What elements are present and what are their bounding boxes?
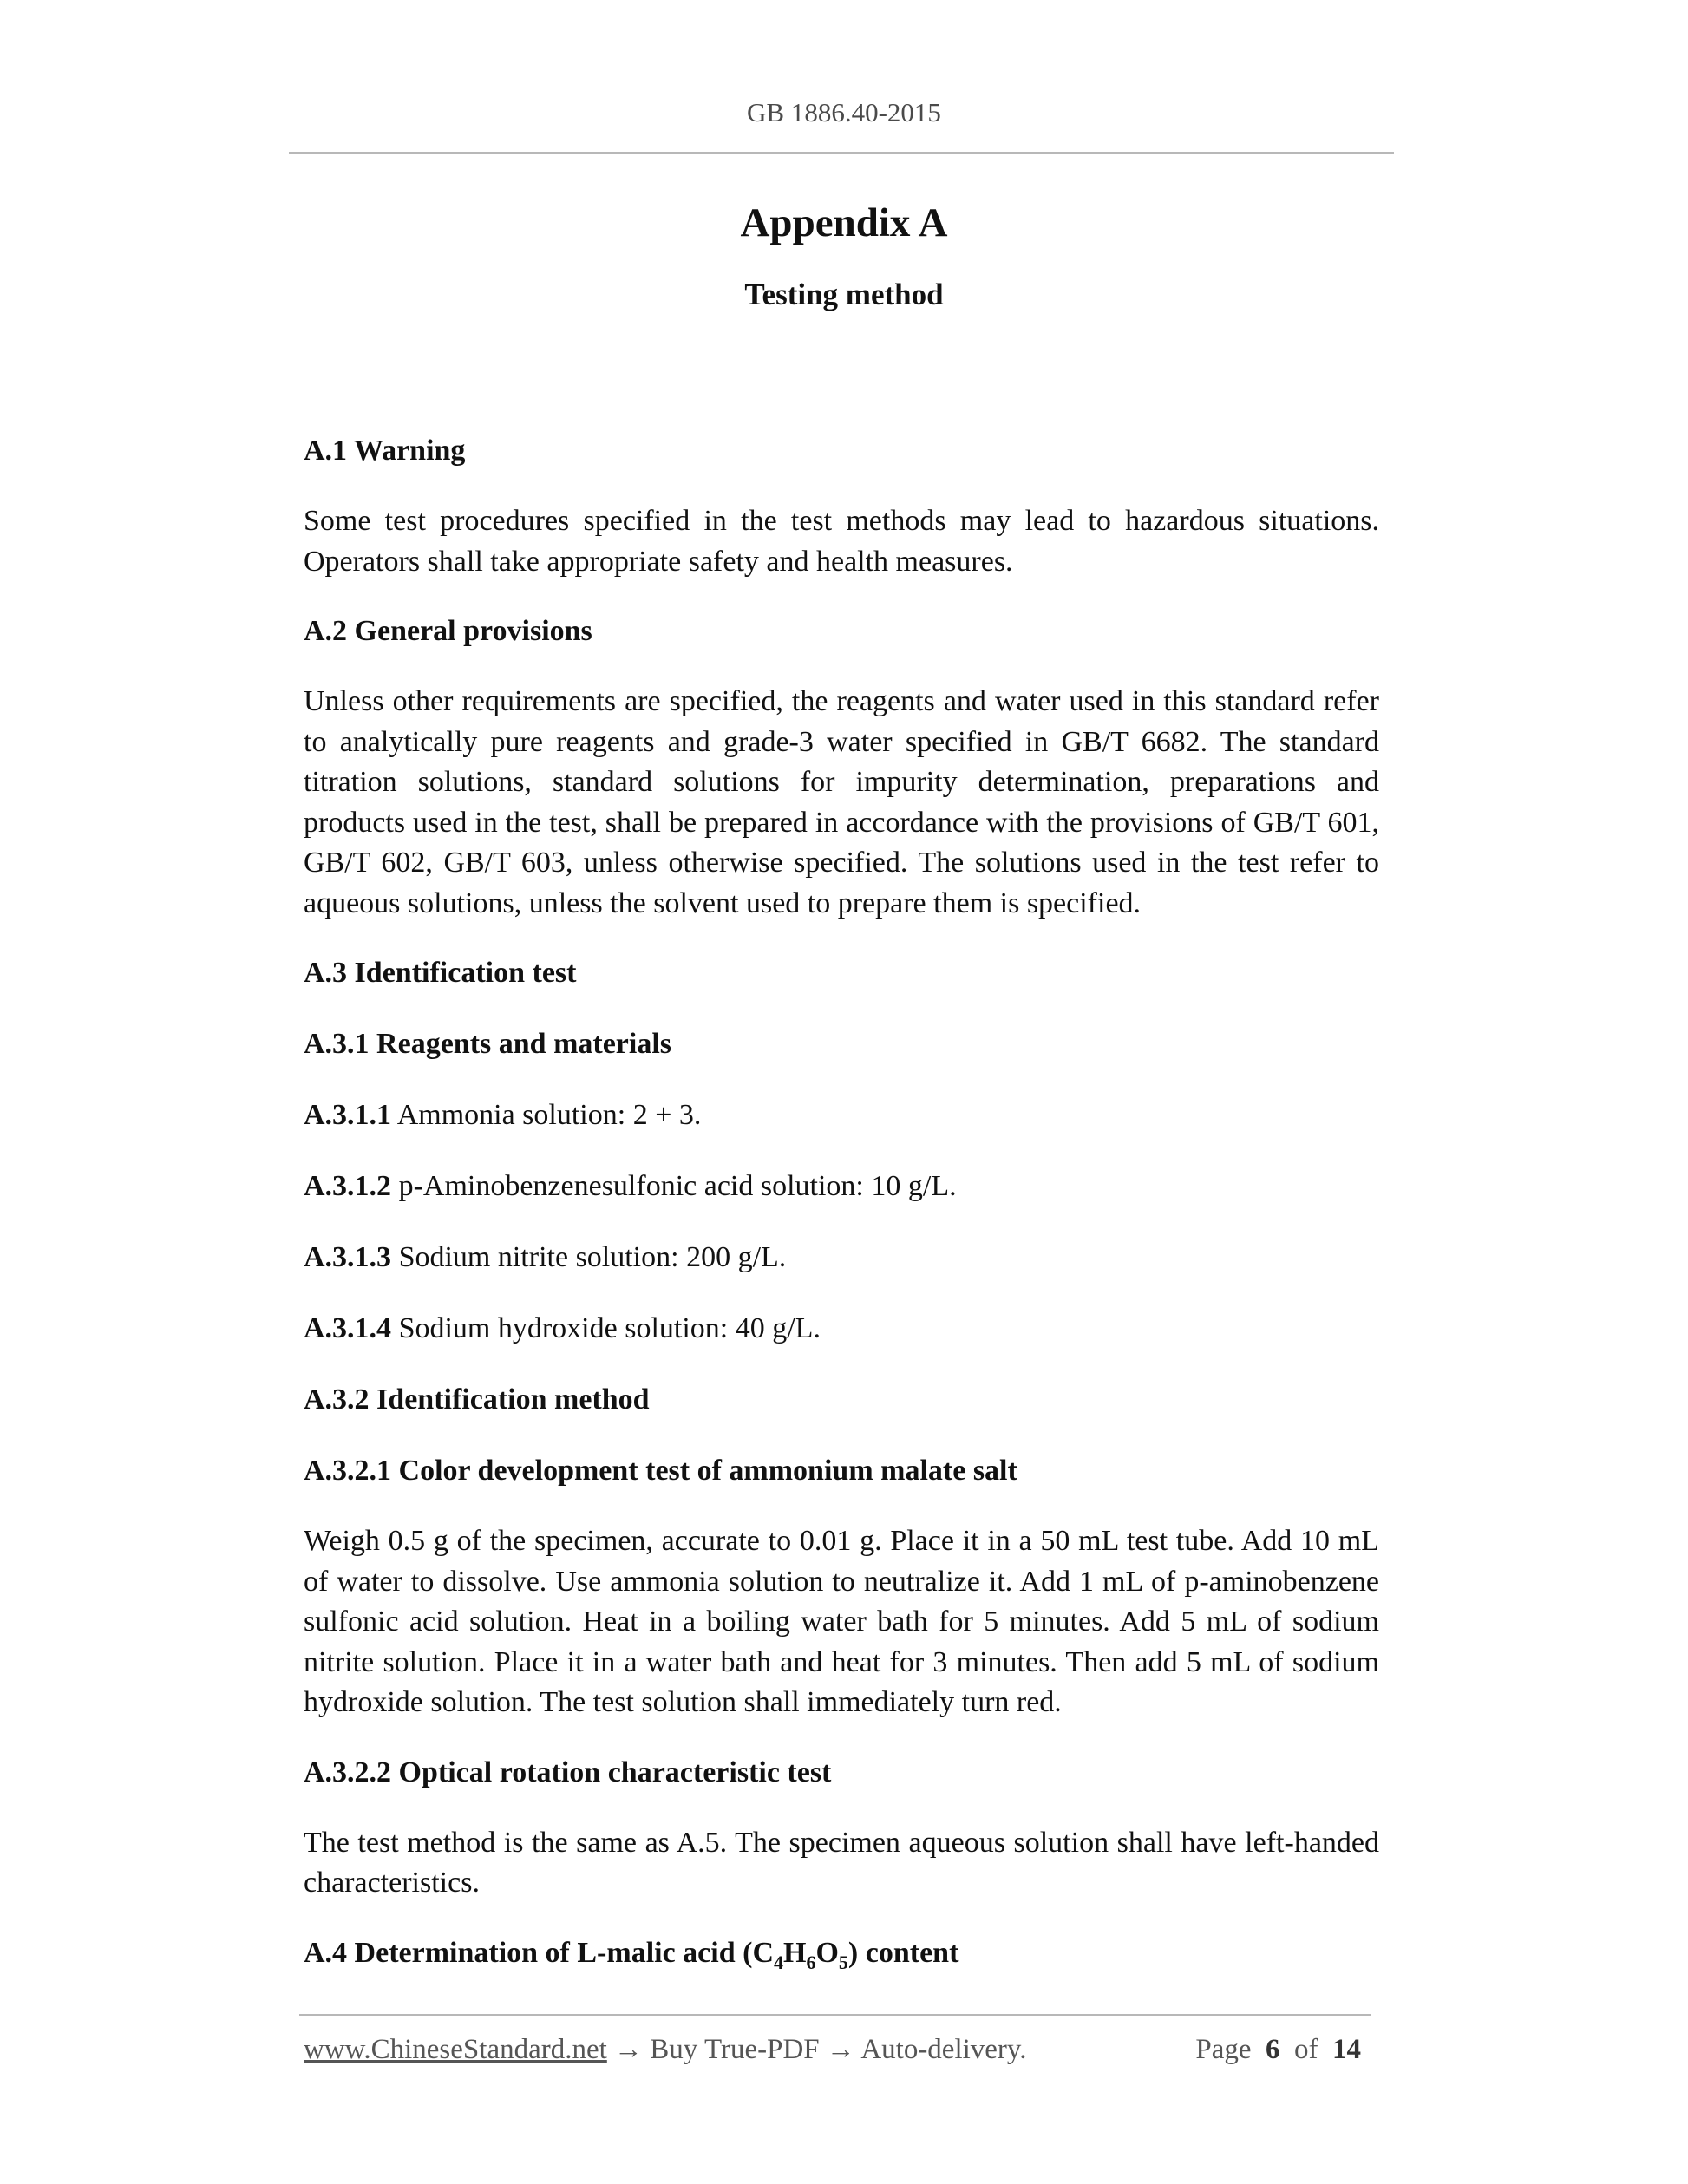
arrow-right-icon: → [614,2034,644,2065]
page-footer [304,2034,1371,2066]
section-text-a321: Weigh 0.5 g of the specimen, accurate to 0.01 g. Place it in a 50 mL test tube. Add 10 mL of water to dissolve. Use ammonia solution to neutralize it. Add 1 mL of p-aminobenzene sulfonic acid solution. Heat in a boiling water bath for 5 minutes. Add 5 mL of sodium nitrite solution. Place it in a water bath and heat for 3 minutes. Then add 5 mL of sodium hydroxide solution. The test solution shall immediately turn red. [304,1525,1379,1718]
section-heading-a1: A.1 Warning [304,435,466,467]
page-total: 14 [1332,2034,1361,2065]
section-heading-a321: A.3.2.1 Color development test of ammonium malate salt [304,1455,1017,1487]
formula-subscript: 5 [838,1951,848,1973]
of-label: of [1294,2034,1318,2065]
reagent-number: A.3.1.1 [304,1099,392,1131]
a4-heading-prefix: A.4 Determination of L-malic acid (C [304,1936,775,1969]
reagent-text: Ammonia solution: 2 + 3. [396,1099,702,1131]
reagent-text: Sodium nitrite solution: 200 g/L. [398,1241,787,1273]
auto-delivery-text: Auto-delivery. [860,2034,1027,2065]
reagent-number: A.3.1.2 [304,1170,392,1202]
reagent-item [304,1238,1379,1278]
a4-heading-suffix: ) content [847,1936,959,1969]
website-link[interactable]: www.ChineseStandard.net [304,2034,607,2065]
section-heading-a32: A.3.2 Identification method [304,1383,650,1416]
formula-element: O [815,1936,839,1969]
header-divider [289,152,1394,154]
footer-divider [299,2014,1371,2016]
section-heading-a3: A.3 Identification test [304,957,577,989]
section-heading-a322: A.3.2.2 Optical rotation characteristic test [304,1756,832,1788]
page-indicator [1195,2034,1361,2066]
section-text-a2: Unless other requirements are specified, the reagents and water used in this standard refer to analytically pure reagents and grade-3 water specified in GB/T 6682. The standard titration solutions, standard solutions for impurity determination, preparations and products used in the test, shall be prepared in accordance with the provisions of GB/T 601, GB/T 602, GB/T 603, unless otherwise specified. The solutions used in the test refer to aqueous solutions, unless the solvent used to prepare them is specified. [304,685,1379,919]
section-heading-a31: A.3.1 Reagents and materials [304,1028,672,1060]
document-body [304,431,1379,1982]
formula-subscript: 6 [806,1951,816,1973]
arrow-right-icon: → [826,2034,855,2065]
page-subtitle: Testing method [744,278,944,311]
reagent-text: p-Aminobenzenesulfonic acid solution: 10 g/L. [398,1170,957,1202]
document-code-header: GB 1886.40-2015 [747,97,941,128]
formula-element: H [783,1936,807,1969]
reagent-item [304,1095,1379,1135]
page-number: 6 [1266,2034,1280,2065]
reagent-text: Sodium hydroxide solution: 40 g/L. [398,1312,821,1344]
reagent-number: A.3.1.3 [304,1241,392,1273]
page-title: Appendix A [740,200,948,245]
reagent-item [304,1167,1379,1206]
section-text-a1: Some test procedures specified in the test methods may lead to hazardous situations. Operators shall take appropriate safety and health measures. [304,505,1379,578]
formula-subscript: 4 [774,1951,784,1973]
section-text-a322: The test method is the same as A.5. The specimen aqueous solution shall have left-handed characteristics. [304,1826,1379,1899]
reagent-number: A.3.1.4 [304,1312,392,1344]
reagent-item [304,1309,1379,1349]
section-heading-a4 [304,1933,1379,1983]
section-heading-a2: A.2 General provisions [304,615,592,647]
buy-pdf-text: Buy True-PDF [650,2034,820,2065]
page-label: Page [1195,2034,1252,2065]
